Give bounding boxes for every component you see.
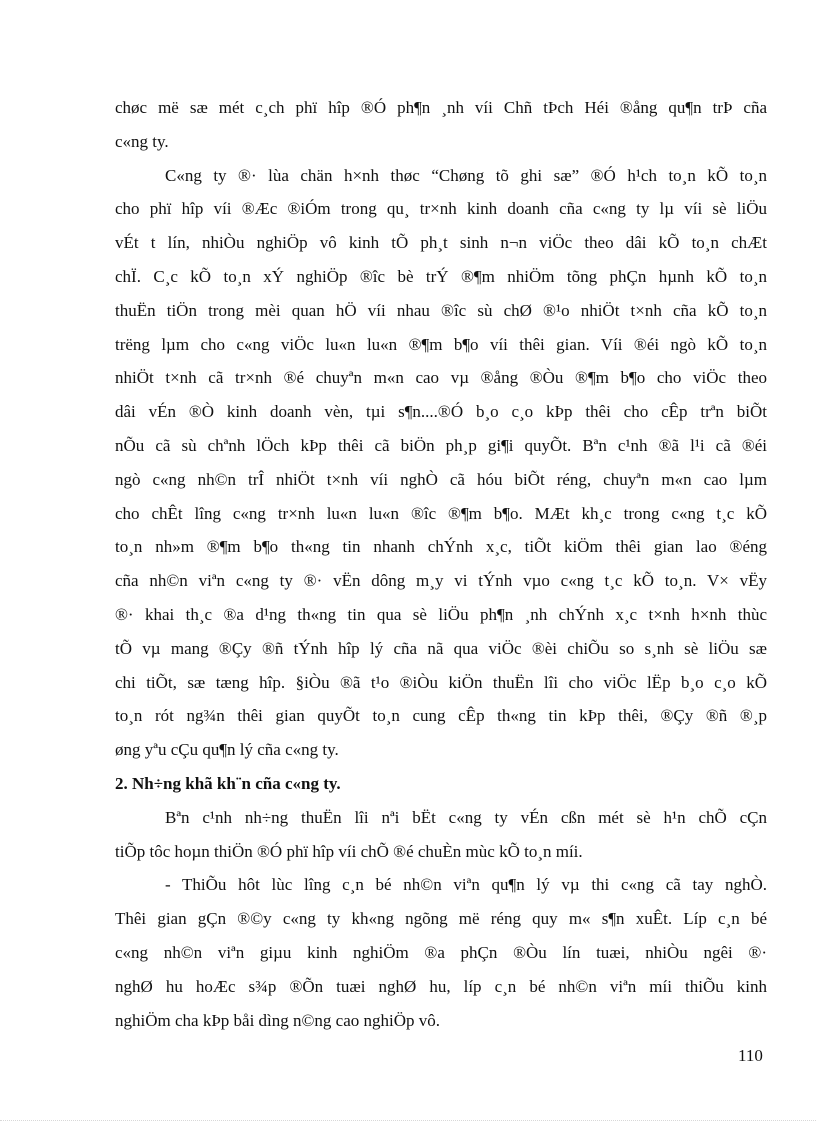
text-line: thuËn tiÖn trong mèi quan hÖ víi nhau ®îc sù chØ ®¹o nhiÖt t×nh cña kÕ to¸n (115, 300, 767, 320)
text-line: c«ng ty. (115, 131, 169, 151)
text-line: cho phï hîp víi ®Æc ®iÓm trong qu¸ tr×nh kinh doanh cña c«ng ty lµ víi sè liÖu (115, 199, 767, 219)
bullet-line: - ThiÕu hôt lùc lîng c¸n bé nh©n viªn qu¶n lý vµ thi c«ng cã tay nghÒ. (165, 875, 767, 895)
text-line: chøc më sæ mét c¸ch phï hîp ®Ó ph¶n ¸nh víi Chñ tÞch Héi ®ång qu¶n trÞ cña (115, 98, 767, 117)
text-line: c«ng nh©n viªn giµu kinh nghiÖm ®a phÇn ®Òu lín tuæi, nhiÒu ngêi ®· (115, 942, 767, 962)
text-line: to¸n rót ng¾n thêi gian quyÕt to¸n cung cÊp th«ng tin kÞp thêi, ®Çy ®ñ ®¸p (115, 706, 767, 726)
text-line: to¸n nh»m ®¶m b¶o th«ng tin nhanh chÝnh x¸c, tiÕt kiÖm thêi gian lao ®éng (115, 537, 767, 557)
text-line: nÕu cã sù chªnh lÖch kÞp thêi cã biÖn ph¸p gi¶i quyÕt. Bªn c¹nh ®ã l¹i cã ®éi (115, 435, 767, 455)
text-line: Thêi gian gÇn ®©y c«ng ty kh«ng ngõng më réng quy m« s¶n xuÊt. Líp c¸n bé (115, 909, 767, 929)
text-line: trëng lµm cho c«ng viÖc lu«n lu«n ®¶m b¶o víi thêi gian. Víi ®éi ngò kÕ to¸n (115, 334, 767, 354)
text-line: vÉt t lín, nhiÒu nghiÖp vô kinh tÕ ph¸t sinh n¬n viÖc theo dâi kÕ to¸n chÆt (115, 233, 767, 253)
text-line: nghØ hu hoÆc s¾p ®Õn tuæi nghØ hu, líp c¸n bé nh©n viªn míi thiÕu kinh (115, 976, 767, 996)
text-line: chÏ. C¸c kÕ to¸n xÝ nghiÖp ®îc bè trÝ ®¶m nhiÖm tõng phÇn hµnh kÕ to¸n (115, 266, 767, 286)
paragraph-start-line: C«ng ty ®· lùa chän h×nh thøc “Chøng tõ ghi sæ” ®Ó h¹ch to¸n kÕ to¸n (165, 165, 767, 185)
page-number: 110 (738, 1046, 763, 1065)
body-text (115, 93, 767, 1039)
section-heading: 2. Nh÷ng khã kh¨n cña c«ng ty. (115, 773, 341, 793)
text-line: tÕ vµ mang ®Çy ®ñ tÝnh hîp lý cña nã qua viÖc ®èi chiÕu so s¸nh sè liÖu sæ (115, 638, 767, 658)
text-line: nghiÖm cha kÞp båi dìng n©ng cao nghiÖp vô. (115, 1010, 441, 1030)
text-line: cho chÊt lîng c«ng tr×nh lu«n lu«n ®îc ®¶m b¶o. MÆt kh¸c trong c«ng t¸c kÕ (115, 503, 767, 523)
text-line: dâi vÉn ®Ò kinh doanh vèn, tµi s¶n....®Ó b¸o c¸o kÞp thêi cho cÊp trªn biÕt (115, 402, 767, 422)
text-line: ngò c«ng nh©n trÎ nhiÖt t×nh víi nghÒ cã hóu biÕt réng, chuyªn m«n cao lµm (115, 469, 767, 489)
footer-divider (0, 1120, 816, 1121)
text-line: chi tiÕt, sæ tæng hîp. §iÒu ®ã t¹o ®iÒu kiÖn thuËn lîi cho viÖc lËp b¸o c¸o kÕ (115, 672, 767, 692)
text-line: øng yªu cÇu qu¶n lý cña c«ng ty. (115, 740, 339, 760)
paragraph-start-line: Bªn c¹nh nh÷ng thuËn lîi nªi bËt c«ng ty vÉn cßn mét sè h¹n chÕ cÇn (165, 807, 767, 827)
text-line: tiÕp tôc hoµn thiÖn ®Ó phï hîp víi chÕ ®é chuÈn mùc kÕ to¸n míi. (115, 841, 583, 861)
text-line: ®· khai th¸c ®a d¹ng th«ng tin qua sè liÖu ph¶n ¸nh chÝnh x¸c t×nh h×nh thùc (115, 604, 767, 624)
text-line: cña nh©n viªn c«ng ty ®· vËn dông m¸y vi tÝnh vµo c«ng t¸c kÕ to¸n. V× vËy (115, 571, 767, 591)
text-line: nhiÖt t×nh cã tr×nh ®é chuyªn m«n cao vµ ®ång ®Òu ®¶m b¶o cho viÖc theo (115, 368, 767, 388)
